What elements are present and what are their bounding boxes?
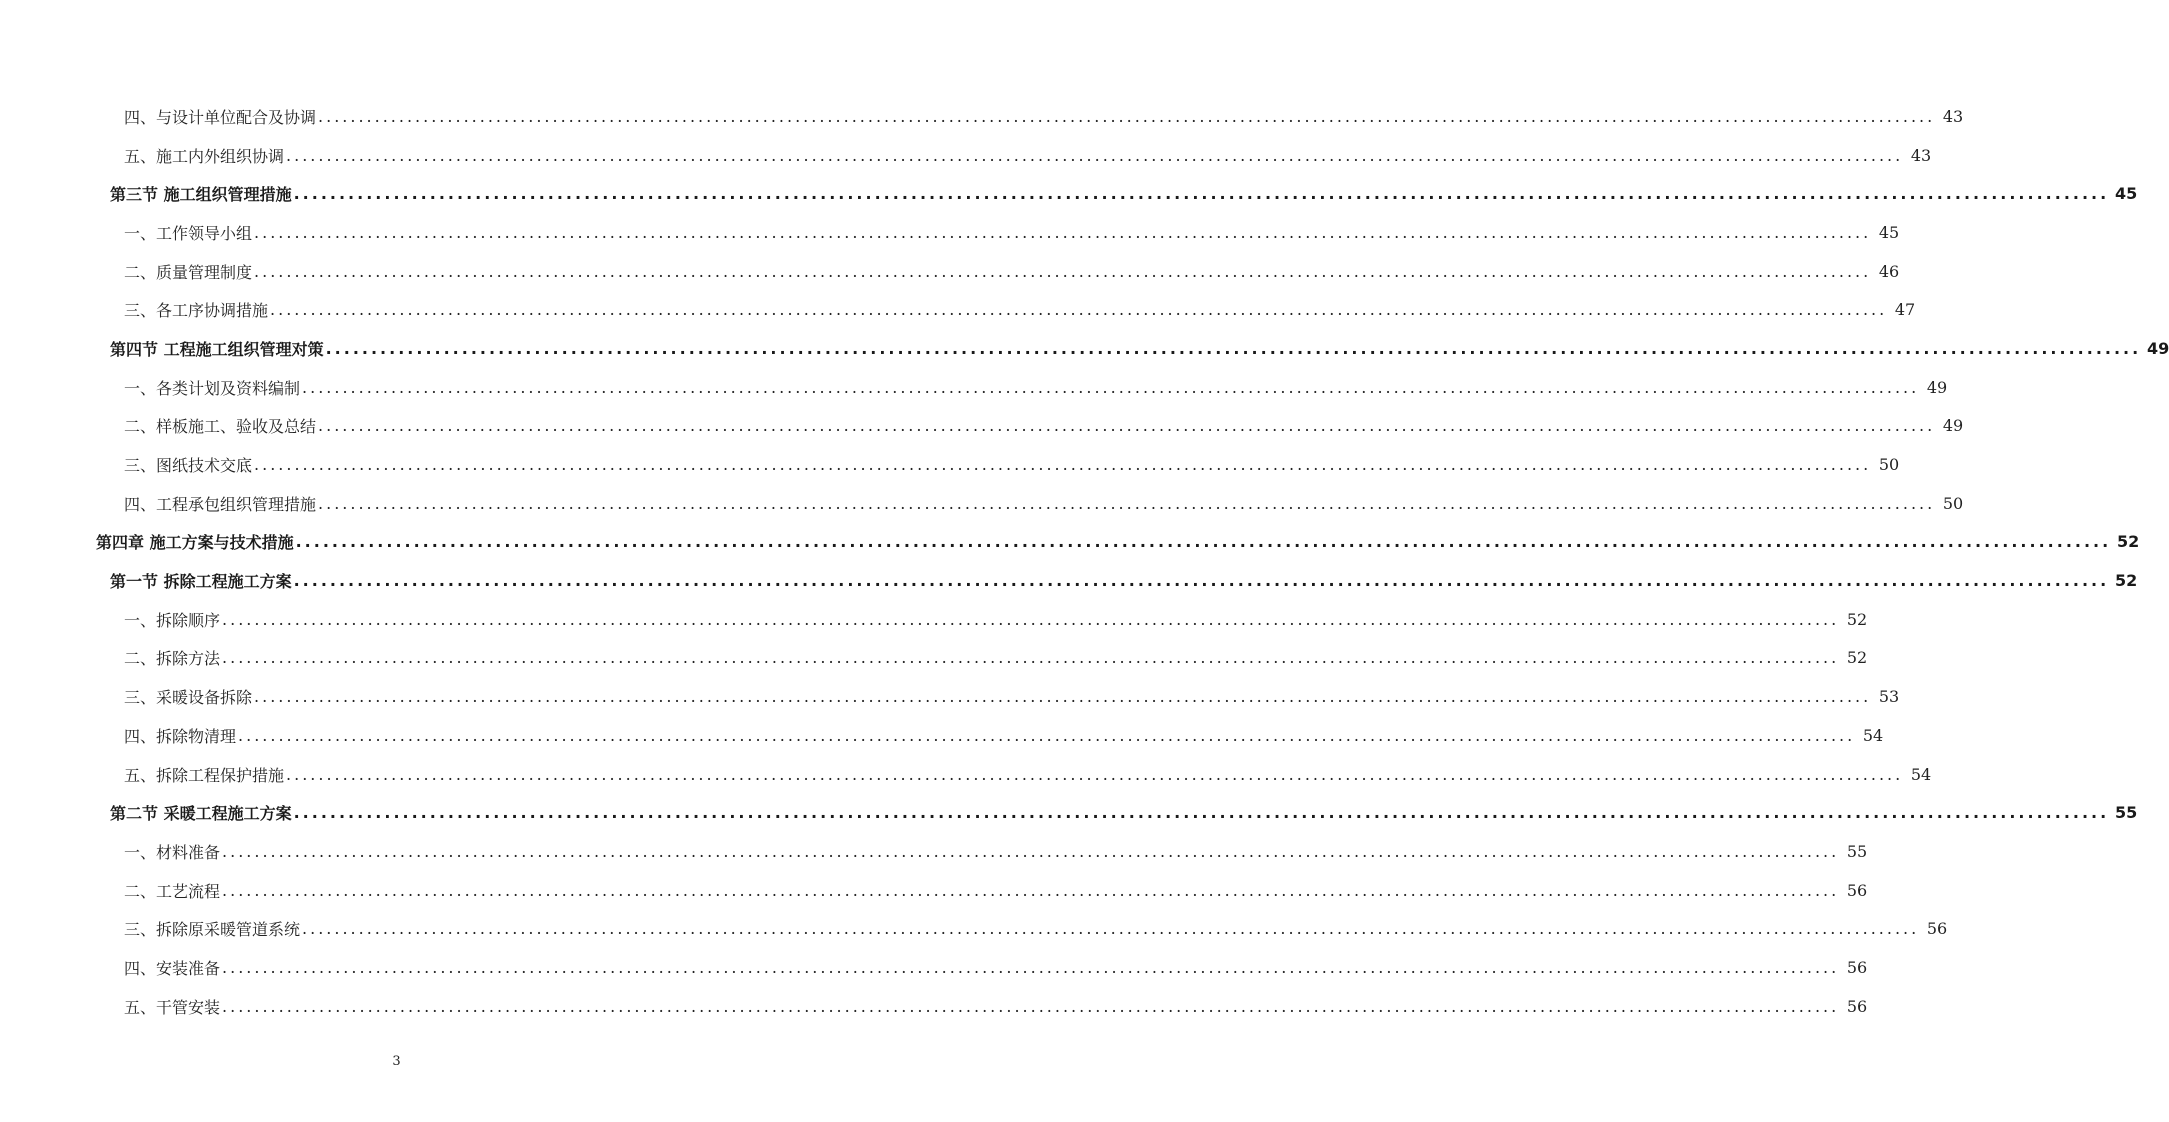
toc-entry-title: 第四节 工程施工组织管理对策 [110,337,324,360]
toc-entry-page: 45 [1878,222,1900,242]
toc-entry[interactable] [0,755,1932,794]
toc-entry-title: 第四章 施工方案与技术措施 [96,530,294,553]
toc-entry-page: 43 [1910,145,1932,165]
toc-entry-title: 一、拆除顺序 [124,608,220,631]
toc-leader-dots: ........................................................................................................................................................................................................ [293,571,2110,591]
toc-leader-dots: ........................................................................................................................................................................................................ [293,184,2110,204]
toc-section-entry[interactable] [0,174,2138,213]
toc-entry[interactable] [0,97,1964,136]
toc-section-entry[interactable] [0,561,2138,600]
toc-leader-dots: ........................................................................................................................................................................................................ [286,145,1904,165]
toc-leader-dots: ........................................................................................................................................................................................................ [254,687,1872,707]
toc-entry-title: 二、样板施工、验收及总结 [124,414,316,437]
toc-entry-page: 54 [1862,725,1884,745]
toc-leader-dots: ........................................................................................................................................................................................................ [318,493,1936,513]
table-of-contents [0,97,2169,1026]
toc-entry-title: 一、材料准备 [124,840,220,863]
toc-entry-page: 52 [1846,648,1868,668]
toc-entry[interactable] [0,484,1964,523]
toc-entry-page: 49 [2146,338,2169,358]
toc-entry-page: 52 [2114,571,2138,591]
toc-entry-title: 二、拆除方法 [124,646,220,669]
toc-entry-page: 52 [2116,532,2140,552]
toc-entry[interactable] [0,213,1900,252]
toc-entry[interactable] [0,832,1868,871]
toc-chapter-entry[interactable] [0,523,2140,562]
toc-entry[interactable] [0,407,1964,446]
toc-entry-title: 第一节 拆除工程施工方案 [110,569,292,592]
toc-leader-dots: ........................................................................................................................................................................................................ [222,609,1840,629]
toc-entry-page: 56 [1926,919,1948,939]
toc-entry-page: 54 [1910,764,1932,784]
toc-entry-page: 43 [1942,106,1964,126]
toc-leader-dots: ........................................................................................................................................................................................................ [325,338,2142,358]
toc-entry-page: 49 [1926,377,1948,397]
toc-entry-page: 52 [1846,609,1868,629]
toc-entry-page: 53 [1878,687,1900,707]
toc-entry-title: 四、安装准备 [124,956,220,979]
toc-entry[interactable] [0,368,1948,407]
page-number: 3 [392,1054,401,1069]
toc-entry-page: 56 [1846,957,1868,977]
toc-entry-page: 56 [1846,996,1868,1016]
toc-entry-page: 46 [1878,261,1900,281]
toc-entry[interactable] [0,600,1868,639]
toc-entry[interactable] [0,639,1868,678]
toc-leader-dots: ........................................................................................................................................................................................................ [293,803,2110,823]
toc-leader-dots: ........................................................................................................................................................................................................ [222,957,1840,977]
toc-leader-dots: ........................................................................................................................................................................................................ [295,532,2112,552]
toc-leader-dots: ........................................................................................................................................................................................................ [222,841,1840,861]
toc-entry[interactable] [0,677,1900,716]
toc-entry-page: 45 [2114,184,2138,204]
toc-entry-title: 二、工艺流程 [124,879,220,902]
toc-entry-title: 第三节 施工组织管理措施 [110,182,292,205]
toc-entry[interactable] [0,136,1932,175]
toc-entry[interactable] [0,871,1868,910]
toc-leader-dots: ........................................................................................................................................................................................................ [286,764,1904,784]
toc-leader-dots: ........................................................................................................................................................................................................ [238,725,1856,745]
toc-section-entry[interactable] [0,329,2169,368]
toc-entry[interactable] [0,987,1868,1026]
toc-entry-title: 二、质量管理制度 [124,260,252,283]
toc-entry[interactable] [0,290,1916,329]
toc-entry-page: 56 [1846,880,1868,900]
toc-entry-title: 三、采暖设备拆除 [124,685,252,708]
toc-leader-dots: ........................................................................................................................................................................................................ [254,261,1872,281]
toc-entry-title: 一、工作领导小组 [124,221,252,244]
toc-leader-dots: ........................................................................................................................................................................................................ [222,996,1840,1016]
toc-entry-title: 三、拆除原采暖管道系统 [124,917,300,940]
toc-section-entry[interactable] [0,793,2138,832]
toc-entry-title: 五、拆除工程保护措施 [124,763,284,786]
toc-entry-title: 四、与设计单位配合及协调 [124,105,316,128]
toc-entry[interactable] [0,909,1948,948]
toc-entry[interactable] [0,445,1900,484]
toc-entry-page: 55 [1846,841,1868,861]
toc-entry-title: 三、图纸技术交底 [124,453,252,476]
toc-entry-title: 一、各类计划及资料编制 [124,376,300,399]
toc-entry-title: 五、施工内外组织协调 [124,144,284,167]
toc-entry-page: 50 [1878,455,1900,475]
toc-entry-page: 47 [1894,300,1916,320]
toc-leader-dots: ........................................................................................................................................................................................................ [302,919,1920,939]
toc-leader-dots: ........................................................................................................................................................................................................ [302,377,1920,397]
toc-entry-title: 三、各工序协调措施 [124,298,268,321]
toc-leader-dots: ........................................................................................................................................................................................................ [270,300,1888,320]
toc-entry[interactable] [0,948,1868,987]
toc-entry-title: 第二节 采暖工程施工方案 [110,801,292,824]
toc-entry-page: 55 [2114,803,2138,823]
toc-entry-title: 四、拆除物清理 [124,724,236,747]
toc-leader-dots: ........................................................................................................................................................................................................ [254,222,1872,242]
toc-leader-dots: ........................................................................................................................................................................................................ [222,648,1840,668]
toc-entry-page: 50 [1942,493,1964,513]
toc-leader-dots: ........................................................................................................................................................................................................ [254,455,1872,475]
toc-leader-dots: ........................................................................................................................................................................................................ [222,880,1840,900]
toc-entry[interactable] [0,716,1884,755]
toc-leader-dots: ........................................................................................................................................................................................................ [318,106,1936,126]
toc-leader-dots: ........................................................................................................................................................................................................ [318,416,1936,436]
toc-entry-title: 四、工程承包组织管理措施 [124,492,316,515]
toc-entry[interactable] [0,252,1900,291]
toc-entry-page: 49 [1942,416,1964,436]
toc-entry-title: 五、干管安装 [124,995,220,1018]
